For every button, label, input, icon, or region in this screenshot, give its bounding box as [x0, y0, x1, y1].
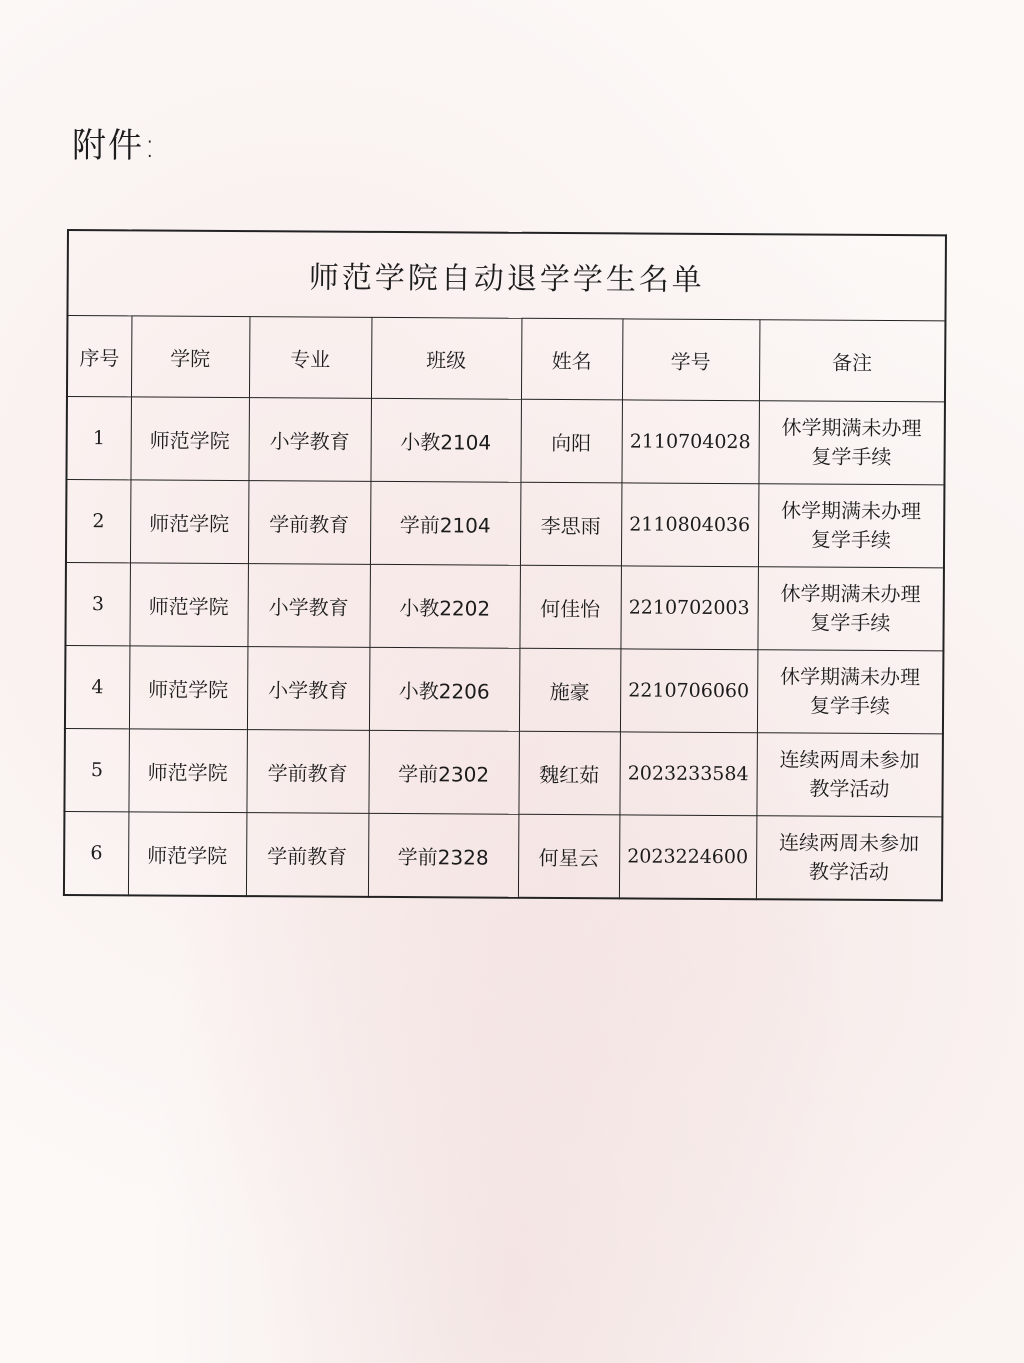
- header-college: 学院: [131, 316, 249, 398]
- cell-index: 5: [64, 728, 129, 811]
- cell-college: 师范学院: [128, 812, 247, 896]
- cell-note: [758, 401, 945, 485]
- cell-college: 师范学院: [130, 480, 249, 564]
- header-note: 备注: [759, 320, 946, 402]
- table-row: [66, 480, 945, 568]
- cell-class: 小教2104: [370, 398, 521, 482]
- table-row: [66, 397, 945, 485]
- cell-name: 何星云: [518, 814, 620, 898]
- cell-class: 小教2202: [369, 564, 520, 648]
- cell-name: 何佳怡: [519, 565, 621, 649]
- cell-major: 小学教育: [248, 398, 371, 482]
- note-line-2: 复学手续: [809, 693, 890, 719]
- cell-class: 小教2206: [369, 647, 520, 731]
- cell-name: 施豪: [519, 648, 621, 732]
- note-line-1: 休学期满未办理: [780, 581, 921, 607]
- header-index: 序号: [67, 316, 131, 397]
- note-line-2: 教学活动: [808, 859, 889, 885]
- header-name: 姓名: [521, 318, 622, 400]
- note-line-1: 休学期满未办理: [780, 664, 921, 690]
- student-list-table: [63, 229, 947, 901]
- note-line-2: 教学活动: [809, 776, 890, 802]
- cell-student-id: 2110704028: [621, 400, 759, 484]
- header-class: 班级: [371, 317, 521, 399]
- student-list-table-wrapper: [63, 229, 945, 901]
- table-row: [65, 645, 944, 733]
- cell-name: 李思雨: [520, 482, 622, 566]
- cell-college: 师范学院: [130, 397, 249, 481]
- cell-note: [756, 816, 943, 901]
- note-line-1: 连续两周未参加: [778, 830, 920, 856]
- cell-major: 小学教育: [247, 564, 370, 648]
- cell-index: 1: [66, 397, 131, 480]
- header-major: 专业: [249, 317, 371, 399]
- cell-class: 学前2104: [370, 481, 521, 565]
- cell-student-id: 2210702003: [620, 566, 758, 650]
- cell-note: [758, 484, 945, 568]
- attachment-label: 附件:: [72, 126, 158, 166]
- note-line-2: 复学手续: [810, 610, 891, 636]
- cell-index: 2: [66, 480, 131, 563]
- cell-index: 4: [65, 645, 130, 728]
- note-line-1: 连续两周未参加: [779, 747, 920, 773]
- cell-name: 向阳: [520, 399, 622, 483]
- table-row: [64, 728, 943, 816]
- note-line-1: 休学期满未办理: [781, 415, 922, 441]
- cell-note: [757, 567, 944, 651]
- header-student-id: 学号: [622, 319, 759, 401]
- cell-student-id: 2110804036: [621, 483, 759, 567]
- note-line-2: 复学手续: [810, 527, 891, 553]
- cell-class: 学前2328: [368, 813, 519, 897]
- table-header-row: [67, 316, 946, 402]
- note-line-1: 休学期满未办理: [781, 498, 922, 524]
- cell-note: [756, 733, 943, 817]
- cell-index: 3: [65, 562, 130, 645]
- cell-index: 6: [64, 811, 129, 895]
- cell-student-id: 2023233584: [619, 732, 757, 816]
- table-title: 师范学院自动退学学生名单: [67, 230, 946, 321]
- cell-major: 学前教育: [246, 813, 369, 897]
- cell-major: 小学教育: [247, 647, 370, 731]
- cell-major: 学前教育: [248, 481, 371, 565]
- note-line-2: 复学手续: [811, 444, 892, 470]
- cell-college: 师范学院: [129, 563, 248, 647]
- cell-major: 学前教育: [246, 730, 369, 814]
- cell-name: 魏红茹: [518, 731, 620, 815]
- cell-student-id: 2023224600: [619, 815, 757, 899]
- table-row: [65, 562, 944, 650]
- cell-student-id: 2210706060: [620, 649, 758, 733]
- table-row: [64, 811, 943, 900]
- cell-note: [757, 650, 944, 734]
- cell-college: 师范学院: [128, 729, 247, 813]
- cell-college: 师范学院: [129, 646, 248, 730]
- cell-class: 学前2302: [368, 730, 519, 814]
